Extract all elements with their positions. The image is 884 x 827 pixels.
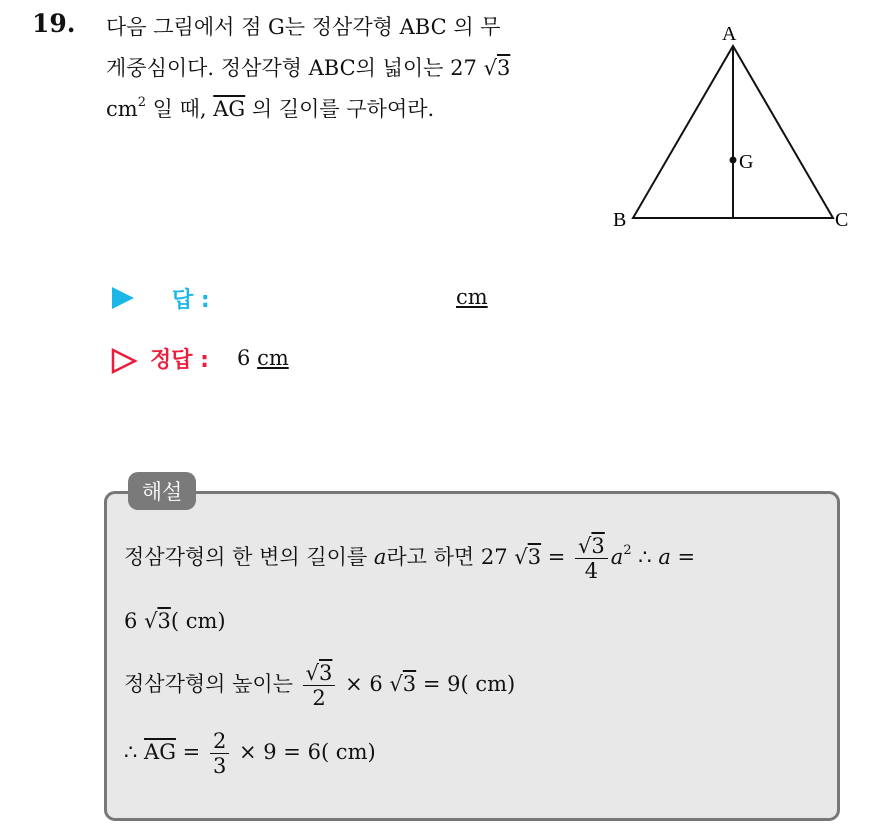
vertex-label-a: A (722, 23, 737, 45)
multiply-six: × 6 (338, 672, 383, 697)
answer-label: 답 : (172, 288, 210, 313)
variable-a: a (658, 545, 671, 570)
centroid-label-g: G (739, 151, 754, 173)
correct-answer-label: 정답 : (150, 348, 209, 373)
exponent: 2 (623, 543, 632, 559)
equals-sign: = (176, 740, 207, 765)
equals-sign: = (541, 545, 573, 570)
solution-line-1-text2: 라고 하면 27 (386, 545, 508, 570)
variable-a: a (610, 545, 624, 570)
segment-ag: $\overline{AG}$ (213, 97, 246, 121)
correct-answer-value (237, 346, 289, 370)
solution-line-1-text: 정삼각형의 한 변의 길이를 (124, 545, 374, 570)
therefore-sign: ∴ (124, 740, 145, 765)
unit-cm: cm (106, 97, 138, 121)
solution-line-1 (124, 534, 695, 583)
sqrt-3: √3 (483, 56, 511, 80)
question-line-2-text: 게중심이다. 정삼각형 ABC의 넓이는 27 (106, 56, 477, 80)
answer-unit: cm (456, 285, 488, 309)
correct-arrow-icon (110, 347, 138, 375)
answer-arrow-icon (110, 285, 136, 311)
solution-line-3-text: 정삼각형의 높이는 (124, 672, 300, 697)
equals-sign: = (670, 545, 696, 570)
question-line-3 (106, 93, 434, 123)
fraction-2-over-3: $\frac{2}{3}$ (210, 729, 229, 778)
fraction-sqrt3-over-2: $\frac{√3}{2}$ (303, 661, 336, 710)
correct-answer-unit: cm (257, 346, 289, 370)
solution-line-4 (124, 729, 376, 778)
coefficient: 6 (124, 609, 138, 633)
question-line-3-suffix: 의 길이를 구하여라. (245, 97, 435, 121)
segment-ag: $\overline{AG}$ (144, 740, 176, 765)
final-result: × 9 = 6( cm) (232, 740, 376, 765)
unit-exponent: 2 (137, 95, 146, 110)
sqrt-3: √3 (144, 609, 171, 633)
fraction-sqrt3-over-4: $\frac{√3}{4}$ (575, 534, 608, 583)
variable-a: a (373, 545, 387, 570)
triangle-figure (600, 18, 870, 238)
sqrt-3: √3 (514, 545, 542, 570)
unit-cm: ( cm) (170, 609, 226, 633)
question-line-3-text: 일 때, (145, 97, 214, 121)
solution-tag: 해설 (128, 472, 196, 510)
height-result: = 9( cm) (416, 672, 516, 697)
question-line-1: 다음 그림에서 점 G는 정삼각형 ABC 의 무 (106, 15, 501, 39)
solution-line-3 (124, 661, 515, 710)
sqrt-3: √3 (389, 672, 417, 697)
question-line-2 (106, 52, 510, 82)
solution-line-2 (124, 609, 226, 633)
correct-answer-number: 6 (237, 346, 251, 370)
vertex-label-b: B (613, 209, 627, 231)
vertex-label-c: C (835, 209, 849, 231)
therefore-sign: ∴ (631, 545, 659, 570)
centroid-point (730, 157, 737, 164)
question-number: 19. (32, 9, 76, 38)
